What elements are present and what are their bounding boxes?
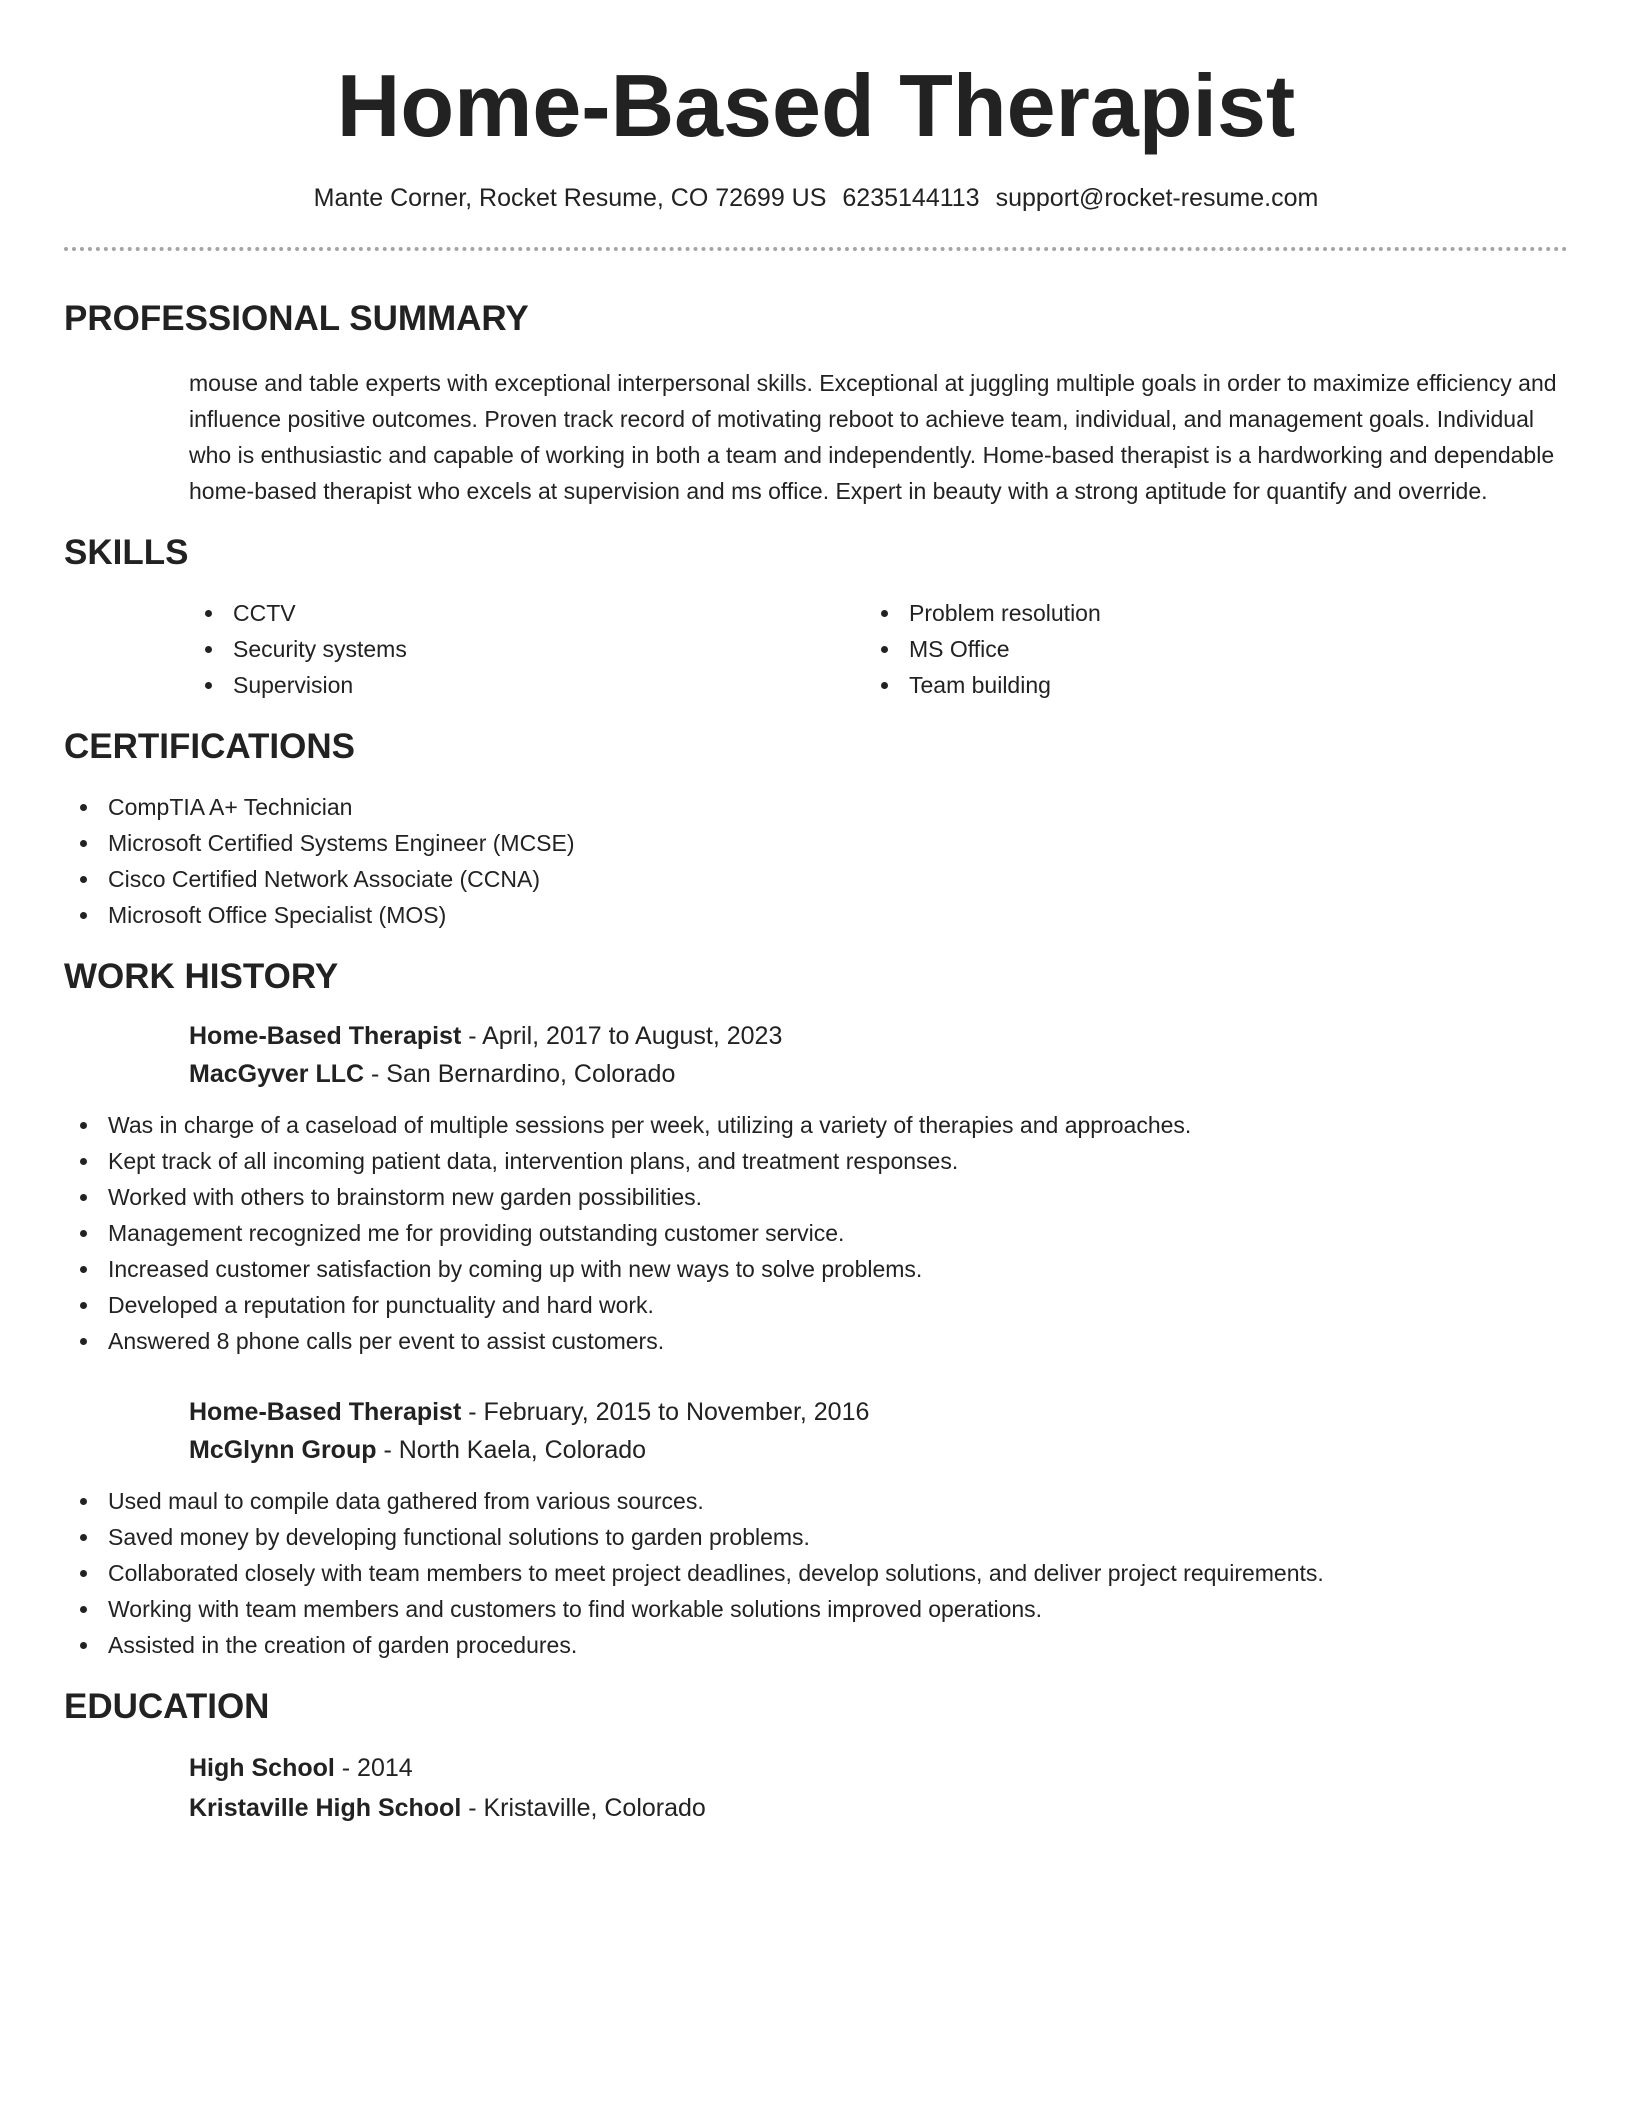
bullet-icon: [80, 1338, 87, 1345]
bullet-icon: [80, 876, 87, 883]
certifications-title: CERTIFICATIONS: [64, 727, 356, 766]
bullet-icon: [80, 804, 87, 811]
education-degree-line: [189, 1749, 1568, 1787]
skills-list-left: [189, 595, 865, 703]
job-company-line: [189, 1055, 1568, 1093]
skill-label: MS Office: [909, 636, 1010, 662]
contact-line: [64, 182, 1568, 214]
summary-title: PROFESSIONAL SUMMARY: [64, 299, 529, 338]
duty-text: Answered 8 phone calls per event to assist customers.: [108, 1328, 665, 1354]
resume-name: Home-Based Therapist: [336, 56, 1296, 155]
job-entry: [64, 1017, 1568, 1359]
list-item: [64, 1323, 1568, 1359]
job-duties-list: [64, 1483, 1568, 1663]
job-role: Home-Based Therapist: [189, 1022, 462, 1050]
bullet-icon: [80, 1570, 87, 1577]
skill-label: Team building: [909, 672, 1051, 698]
list-item: [865, 595, 1541, 631]
contact-address: Mante Corner, Rocket Resume, CO 72699 US: [313, 184, 827, 212]
education-location: - Kristaville, Colorado: [461, 1794, 706, 1822]
education-section: [64, 1685, 1568, 1827]
bullet-icon: [205, 610, 212, 617]
list-item: [64, 825, 1568, 861]
job-location: - North Kaela, Colorado: [376, 1436, 647, 1464]
bullet-icon: [881, 682, 888, 689]
duty-text: Used maul to compile data gathered from various sources.: [108, 1488, 704, 1514]
certifications-list: [64, 789, 1568, 933]
list-item: [865, 631, 1541, 667]
list-item: [64, 1107, 1568, 1143]
list-item: [64, 1591, 1568, 1627]
certification-label: CompTIA A+ Technician: [108, 794, 353, 820]
skills-section: [64, 531, 1568, 703]
list-item: [64, 861, 1568, 897]
work-history-title: WORK HISTORY: [64, 957, 339, 996]
bullet-icon: [80, 1302, 87, 1309]
list-item: [865, 667, 1541, 703]
list-item: [64, 897, 1568, 933]
list-item: [64, 1627, 1568, 1663]
list-item: [64, 1251, 1568, 1287]
duty-text: Collaborated closely with team members to meet project deadlines, develop solutions, and deliver project requirements.: [108, 1560, 1324, 1586]
education-school-line: [189, 1789, 1568, 1827]
certification-label: Cisco Certified Network Associate (CCNA): [108, 866, 541, 892]
list-item: [64, 1215, 1568, 1251]
education-entry: [64, 1749, 1568, 1827]
bullet-icon: [80, 1642, 87, 1649]
job-company: MacGyver LLC: [189, 1060, 365, 1088]
certification-label: Microsoft Office Specialist (MOS): [108, 902, 447, 928]
list-item: [189, 631, 865, 667]
job-company-line: [189, 1431, 1568, 1469]
duty-text: Increased customer satisfaction by coming up with new ways to solve problems.: [108, 1256, 923, 1282]
bullet-icon: [80, 1498, 87, 1505]
duty-text: Saved money by developing functional solutions to garden problems.: [108, 1524, 810, 1550]
education-title: EDUCATION: [64, 1687, 270, 1726]
skills-title: SKILLS: [64, 533, 189, 572]
job-duties-list: [64, 1107, 1568, 1359]
skills-columns: [189, 595, 1568, 703]
bullet-icon: [80, 1122, 87, 1129]
duty-text: Developed a reputation for punctuality and hard work.: [108, 1292, 654, 1318]
education-degree: High School: [189, 1754, 335, 1782]
bullet-icon: [80, 1266, 87, 1273]
list-item: [64, 789, 1568, 825]
list-item: [189, 595, 865, 631]
certification-label: Microsoft Certified Systems Engineer (MCSE): [108, 830, 575, 856]
job-location: - San Bernardino, Colorado: [364, 1060, 676, 1088]
bullet-icon: [881, 610, 888, 617]
contact-email: support@rocket-resume.com: [995, 184, 1319, 212]
job-role: Home-Based Therapist: [189, 1398, 462, 1426]
bullet-icon: [80, 1230, 87, 1237]
bullet-icon: [80, 1534, 87, 1541]
duty-text: Worked with others to brainstorm new garden possibilities.: [108, 1184, 703, 1210]
list-item: [64, 1555, 1568, 1591]
duty-text: Management recognized me for providing outstanding customer service.: [108, 1220, 845, 1246]
list-item: [64, 1519, 1568, 1555]
summary-section: [64, 297, 1568, 509]
bullet-icon: [881, 646, 888, 653]
duty-text: Kept track of all incoming patient data, intervention plans, and treatment responses.: [108, 1148, 959, 1174]
list-item: [189, 667, 865, 703]
work-history-section: [64, 955, 1568, 1663]
bullet-icon: [80, 912, 87, 919]
job-dates: - April, 2017 to August, 2023: [461, 1022, 783, 1050]
list-item: [64, 1483, 1568, 1519]
list-item: [64, 1287, 1568, 1323]
job-company: McGlynn Group: [189, 1436, 377, 1464]
duty-text: Was in charge of a caseload of multiple sessions per week, utilizing a variety of therapies and approaches.: [108, 1112, 1192, 1138]
certifications-section: [64, 725, 1568, 933]
list-item: [64, 1143, 1568, 1179]
header-divider: [64, 247, 1568, 251]
skills-list-right: [865, 595, 1541, 703]
education-year: - 2014: [334, 1754, 413, 1782]
bullet-icon: [205, 682, 212, 689]
bullet-icon: [80, 1194, 87, 1201]
contact-phone: 6235144113: [842, 184, 980, 212]
skill-label: CCTV: [233, 600, 296, 626]
bullet-icon: [80, 1158, 87, 1165]
job-dates: - February, 2015 to November, 2016: [461, 1398, 870, 1426]
bullet-icon: [80, 840, 87, 847]
education-school: Kristaville High School: [189, 1794, 462, 1822]
skill-label: Problem resolution: [909, 600, 1101, 626]
summary-text: mouse and table experts with exceptional interpersonal skills. Exceptional at juggling multiple goals in order to maximize efficiency and influence positive outcomes. Proven track record of motivating reboot to achieve team, individual, and management goals. Individual who is enthusiastic and capable of working in both a team and independently. Home-based therapist is a hardworking and dependable home-based therapist who excels at supervision and ms office. Expert in beauty with a strong aptitude for quantify and override.: [189, 370, 1557, 504]
duty-text: Working with team members and customers to find workable solutions improved operations.: [108, 1596, 1043, 1622]
bullet-icon: [205, 646, 212, 653]
bullet-icon: [80, 1606, 87, 1613]
job-title-line: [189, 1017, 1568, 1055]
duty-text: Assisted in the creation of garden procedures.: [108, 1632, 578, 1658]
skill-label: Supervision: [233, 672, 354, 698]
job-title-line: [189, 1393, 1568, 1431]
skill-label: Security systems: [233, 636, 407, 662]
list-item: [64, 1179, 1568, 1215]
job-entry: [64, 1393, 1568, 1663]
